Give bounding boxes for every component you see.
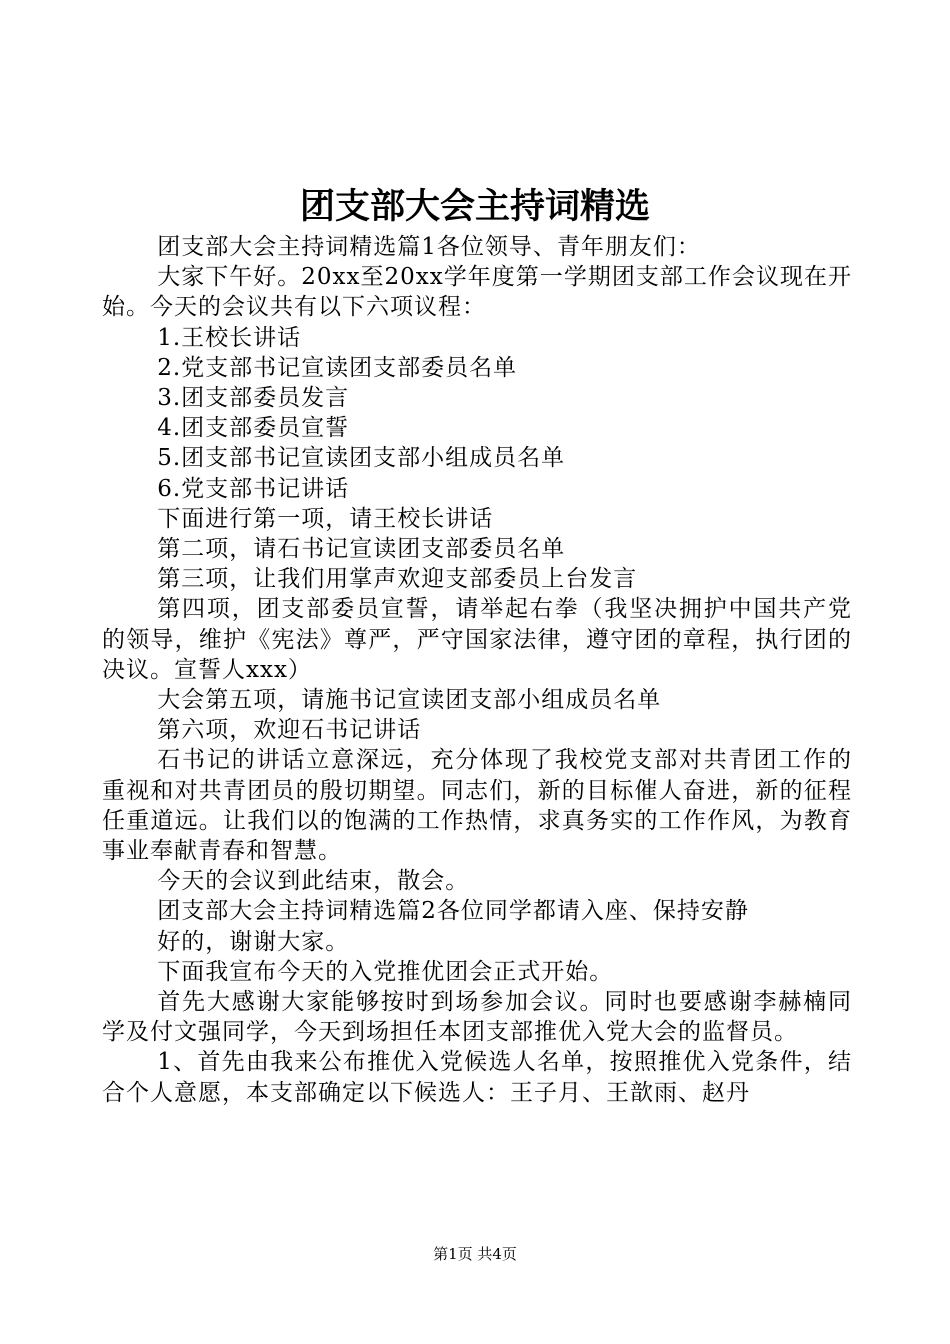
paragraph: 第三项，让我们用掌声欢迎支部委员上台发言: [157, 566, 638, 593]
paragraph: 1.王校长讲话: [157, 324, 302, 351]
paragraph: 第六项，欢迎石书记讲话: [157, 717, 422, 744]
paragraph: 5.团支部书记宣读团支部小组成员名单: [157, 445, 566, 472]
paragraph: 3.团支部委员发言: [157, 385, 350, 412]
paragraph: 石书记的讲话立意深远，充分体现了我校党支部对共青团工作的重视和对共青团员的殷切期望。同志们，新的目标催人奋进，新的征程任重道远。让我们以的饱满的工作热情，求真务实的工作作风，为教育事业奉献青春和智慧。: [102, 747, 852, 865]
paragraph: 2.党支部书记宣读团支部委员名单: [157, 354, 518, 381]
paragraph: 今天的会议到此结束，散会。: [157, 868, 470, 895]
paragraph: 第二项，请石书记宣读团支部委员名单: [157, 536, 566, 563]
paragraph: 下面进行第一项，请王校长讲话: [157, 505, 494, 532]
document-title: 团支部大会主持词精选: [299, 186, 650, 227]
paragraph: 大会第五项，请施书记宣读团支部小组成员名单: [157, 687, 662, 714]
paragraph: 第四项，团支部委员宣誓，请举起右拳（我坚决拥护中国共产党的领导，维护《宪法》尊严，严守国家法律，遵守团的章程，执行团的决议。宣誓人xxx）: [102, 596, 852, 683]
paragraph: 好的，谢谢大家。: [157, 928, 350, 955]
paragraph: 6.党支部书记讲话: [157, 475, 350, 502]
paragraph: 1、首先由我来公布推优入党候选人名单，按照推优入党条件，结合个人意愿，本支部确定以下候选人：王子月、王歆雨、赵丹: [102, 1049, 852, 1106]
paragraph: 4.团支部委员宣誓: [157, 415, 350, 442]
paragraph: 团支部大会主持词精选篇1各位领导、青年朋友们：: [157, 234, 701, 260]
paragraph: 首先大感谢大家能够按时到场参加会议。同时也要感谢李赫楠同学及付文强同学，今天到场担任本团支部推优入党大会的监督员。: [102, 989, 852, 1046]
paragraph: 下面我宣布今天的入党推优团会正式开始。: [157, 958, 614, 985]
paragraph: 大家下午好。20xx至20xx学年度第一学期团支部工作会议现在开始。今天的会议共有以下六项议程：: [102, 264, 852, 321]
paragraph: 团支部大会主持词精选篇2各位同学都请入座、保持安静: [157, 898, 749, 925]
document-body: [102, 232, 852, 1108]
page-number-footer: 第1页 共4页: [433, 1245, 517, 1263]
